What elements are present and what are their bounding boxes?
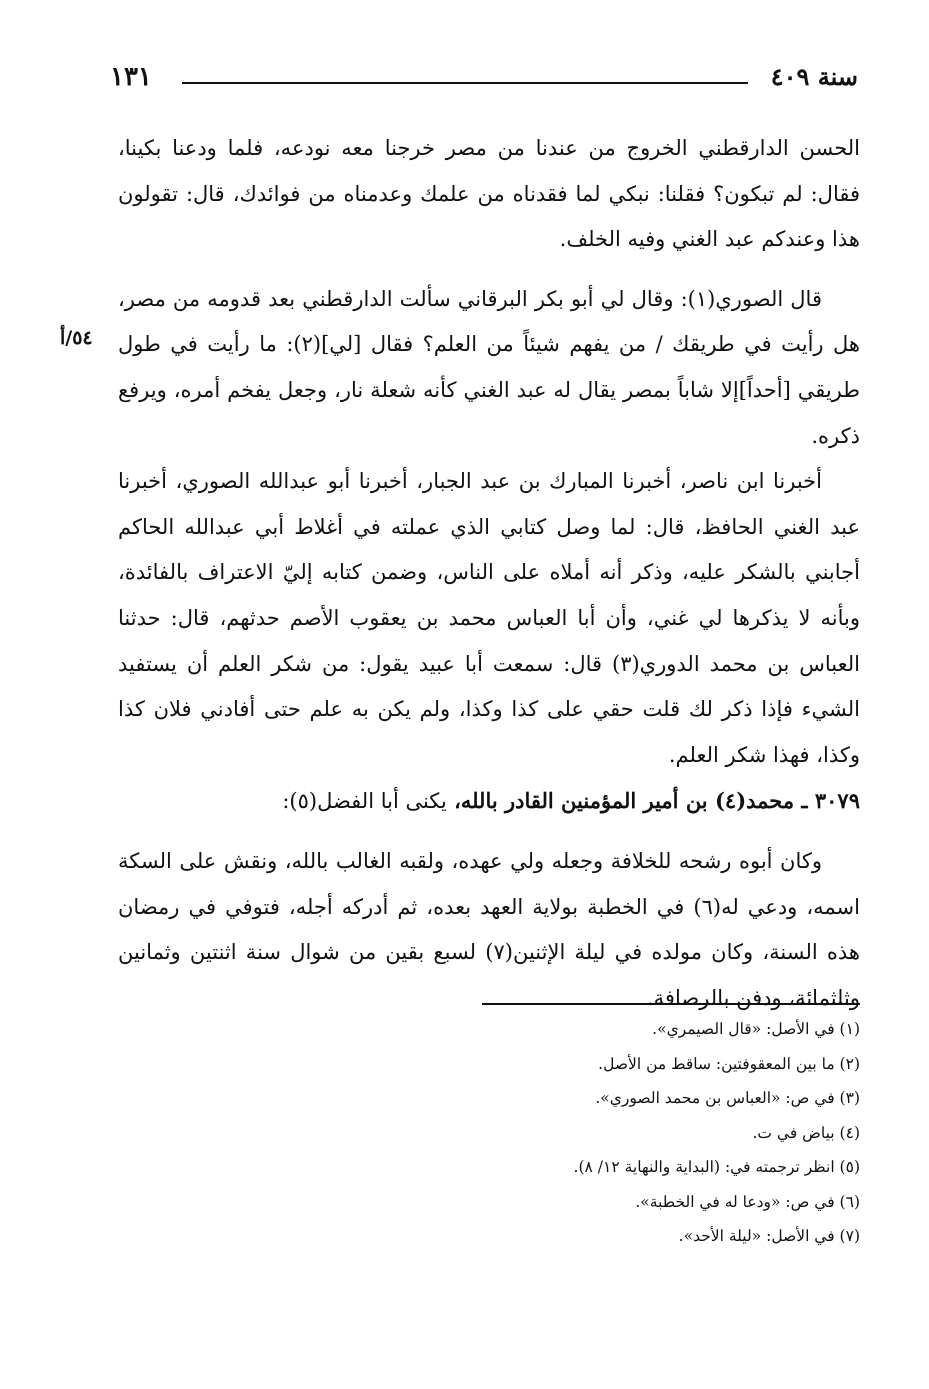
running-head-year: سنة ٤٠٩ [770,62,858,91]
footnote-item: (٥) انظر ترجمته في: (البداية والنهاية ١٢/ ٨). [573,1158,860,1176]
entry-name: محمد(٤) بن أمير المؤمنين القادر بالله، [454,788,795,814]
footnote-item: (٤) بياض في ت. [752,1123,860,1142]
biography-entry-heading [118,778,860,825]
paragraph-continuation: الحسن الدارقطني الخروج من عندنا من مصر خرجنا معه نودعه، فلما ودعنا بكينا، فقال: لم تبكون؟ فقلنا: نبكي لما فقدناه من علمك وعدمناه من فوائدك، قال: تقولون هذا وعندكم عبد الغني وفيه الخلف. [118,136,860,252]
footnote-separator [482,1003,860,1005]
paragraph-sauri-report: قال الصوري(١): وقال لي أبو بكر البرقاني سألت الدارقطني بعد قدومه من مصر، هل رأيت في طريقك / من يفهم شيئاً من العلم؟ فقال [لي](٢): ما رأيت في طول طريقي [أحداً]إلا شاباً بمصر يقال له عبد الغني كأنه شعلة نار، وجعل يفخم أمره، ويرفع ذكره. [118,286,860,448]
footnote-item: (٧) في الأصل: «ليلة الأحد». [678,1227,860,1245]
running-header [110,62,858,96]
main-text [118,126,860,1021]
footnotes [300,1012,860,1254]
paragraph-isnad: أخبرنا ابن ناصر، أخبرنا المبارك بن عبد الجبار، أخبرنا أبو عبدالله الصوري، أخبرنا عبد الغني الحافظ، قال: لما وصل كتابي الذي عملته في أغلاط أبي عبدالله الحاكم أجابني بالشكر عليه، وذكر أنه أملاه على الناس، وضمن كتابه إليّ الاعتراف بالفائدة، وبأنه لا يذكرها لي غني، وأن أبا العباس محمد بن يعقوب الأصم حدثهم، قال: حدثنا العباس بن محمد الدوري(٣) قال: سمعت أبا عبيد يقول: من شكر العلم أن يستفيد الشيء فإذا ذكر لك قلت حقي على كذا وكذا، ولم يكن به علم حتى أفادني فلان كذا وكذا، فهذا شكر العلم. [118,469,860,767]
entry-number: ٣٠٧٩ ـ [801,788,860,814]
footnote-item: (٢) ما بين المعقوفتين: ساقط من الأصل. [598,1054,860,1073]
header-rule [182,82,748,84]
paragraph-gap [118,263,860,277]
page-number: ١٣١ [110,62,152,92]
footnote-item: (٦) في ص: «ودعا له في الخطبة». [635,1192,860,1211]
paragraph-biography: وكان أبوه رشحه للخلافة وجعله ولي عهده، ولقبه الغالب بالله، ونقش على السكة اسمه، ودعي له(٦) في الخطبة بولاية العهد بعده، ثم أدركه أجله، فتوفي في رمضان هذه السنة، وكان مولده في ليلة الإثنين(٧) لسبع بقين من شوال سنة اثنتين وثمانين وثلثمائة، ودفن بالرصافة. [118,848,861,1010]
margin-folio-note: ٥٤/أ [60,327,93,349]
entry-kunya: يكنى أبا الفضل(٥): [282,789,447,814]
footnote-item: (٣) في ص: «العباس بن محمد الصوري». [595,1089,860,1107]
footnote-item: (١) في الأصل: «قال الصيمري». [652,1020,860,1038]
paragraph-gap [118,825,860,839]
